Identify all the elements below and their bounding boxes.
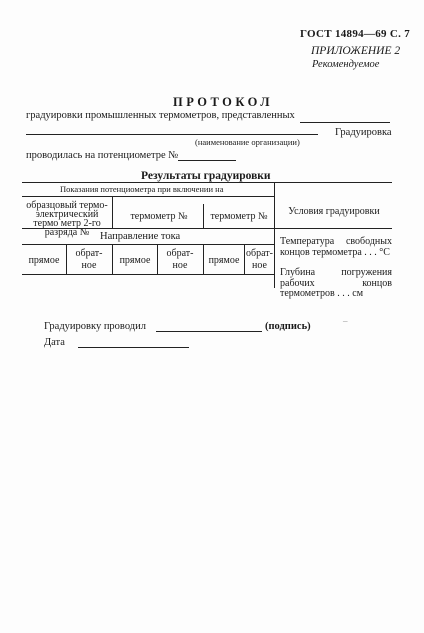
protocol-title: ПРОТОКОЛ [173, 95, 274, 109]
cell-reverse-2-top: обрат- [166, 248, 194, 259]
sub-divider-5 [244, 244, 245, 274]
potentiometer-line: проводилась на потенциометре № [26, 150, 179, 161]
col-conditions: Условия градуировки [288, 206, 380, 217]
readings-header-underline [22, 196, 274, 197]
organization-fill-line-2 [26, 134, 318, 135]
readings-header: Показания потенциометра при включении на [60, 184, 224, 194]
date-label: Дата [44, 337, 65, 348]
appendix-label: ПРИЛОЖЕНИЕ 2 [311, 45, 401, 57]
performer-signature-line [156, 331, 262, 332]
stray-mark: ¯ [343, 320, 348, 330]
col-thermometer-1: термометр № [130, 211, 188, 222]
date-fill-line [78, 347, 189, 348]
potentiometer-number-line [178, 160, 236, 161]
cell-reverse-1-bottom: ное [81, 260, 97, 271]
signature-caption: (подпись) [265, 321, 311, 332]
cell-reverse-1-top: обрат- [75, 248, 103, 259]
cell-reverse-3-top: обрат- [246, 248, 273, 259]
col-reference-thermometer: образцовый термо-электрический термо метр 2-го разряда № [26, 200, 108, 238]
condition-depth: Глубина погружения рабочих концов термометров . . . см [280, 267, 392, 299]
current-direction-underline [22, 244, 274, 245]
protocol-line-1: градуировки промышленных термометров, представленных [26, 110, 295, 121]
organization-fill-line-1 [300, 122, 390, 123]
recommended-label: Рекомендуемое [312, 59, 380, 70]
cell-reverse-2-bottom: ное [172, 260, 188, 271]
results-title: Результаты градуировки [141, 170, 271, 182]
sub-divider-3 [157, 244, 158, 274]
sub-divider-1 [66, 244, 67, 274]
sub-divider-2 [112, 244, 113, 274]
cell-reverse-3-bottom: ное [252, 260, 267, 271]
col-divider-conditions [274, 182, 275, 288]
col-divider-2 [203, 204, 204, 228]
current-direction-label: Направление тока [100, 231, 181, 242]
data-row-border [22, 274, 274, 275]
col-divider-1 [112, 196, 113, 228]
condition-temperature: Температура свободных концов термометра . . . °С [280, 236, 392, 258]
cell-forward-2: прямое [119, 255, 151, 266]
col-thermometer-2: термометр № [210, 211, 268, 222]
graduation-word: Градуировка [335, 127, 392, 138]
organization-caption: (наименование организации) [195, 137, 300, 147]
cell-forward-1: прямое [28, 255, 60, 266]
cell-forward-3: прямое [208, 255, 240, 266]
performed-by-label: Градуировку проводил [44, 321, 146, 332]
sub-divider-4 [203, 244, 204, 274]
table-top-border [22, 182, 392, 183]
gost-page-header: ГОСТ 14894—69 С. 7 [300, 28, 411, 40]
header-row-border [22, 228, 392, 229]
